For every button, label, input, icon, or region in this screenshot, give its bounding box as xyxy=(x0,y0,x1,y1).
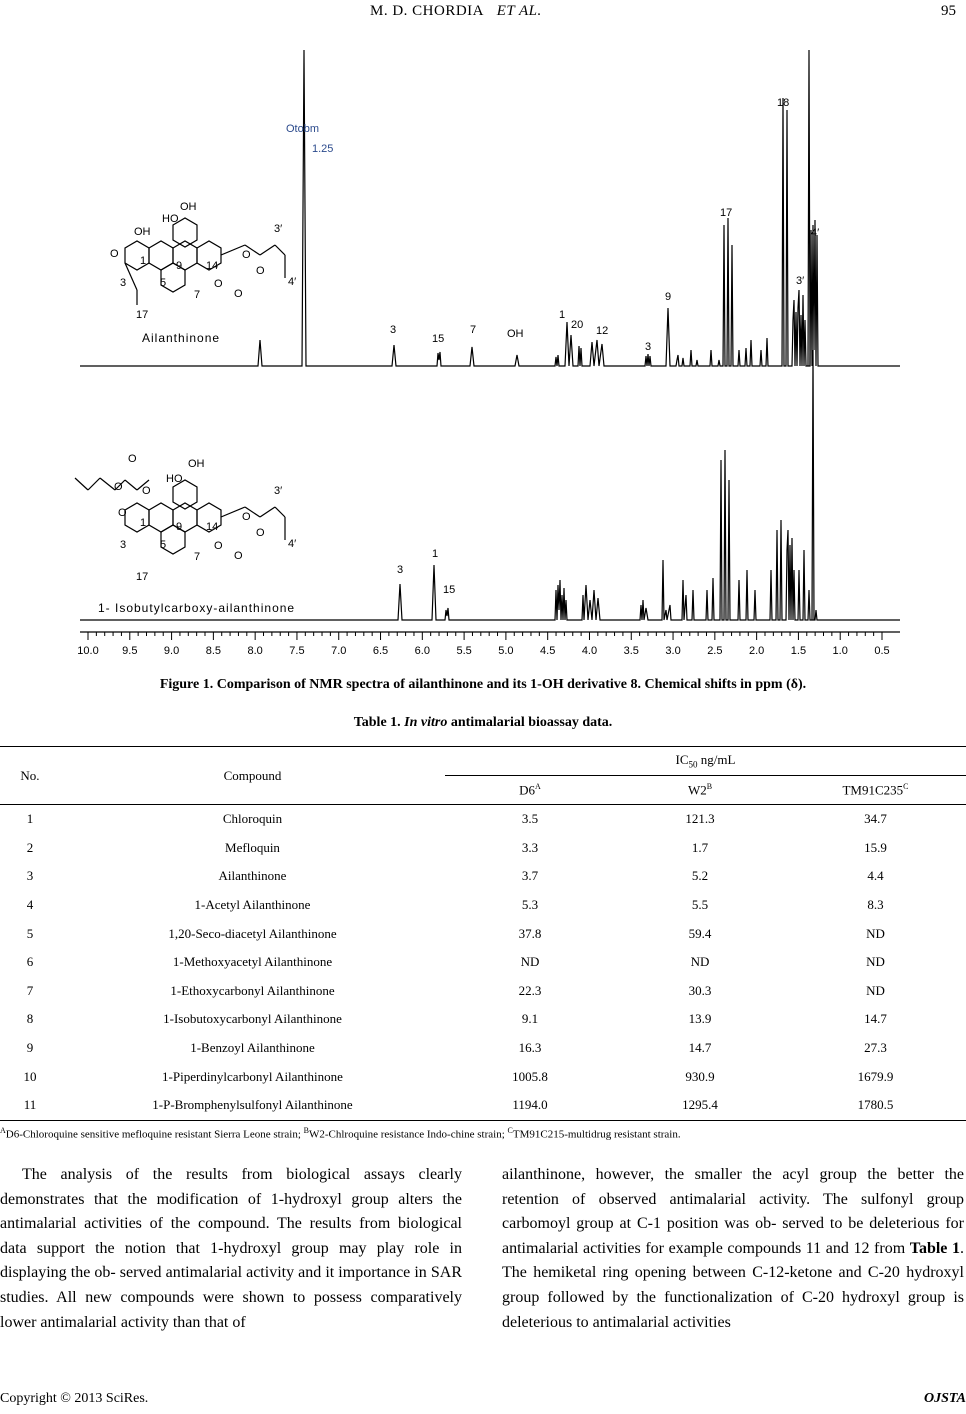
atom-label: 3 xyxy=(120,539,127,551)
peak-label-bottom: 3 xyxy=(397,564,404,576)
cell-w2: 5.2 xyxy=(691,868,709,884)
cell-compound: 1-Acetyl Ailanthinone xyxy=(194,897,311,913)
axis-tick-label: 6.5 xyxy=(372,645,389,657)
ic50-label: IC xyxy=(675,752,689,768)
atom-label: OH xyxy=(134,226,151,238)
footer-journal: OJSTA xyxy=(923,1391,966,1406)
cell-no: 3 xyxy=(26,868,34,884)
axis-tick-label: 0.5 xyxy=(874,645,890,657)
cell-compound: Mefloquin xyxy=(225,839,280,855)
table-caption-suffix: antimalarial bioassay data. xyxy=(450,715,613,730)
figure-caption: Figure 1. Comparison of NMR spectra of ailanthinone and its 1-OH derivative 8. Chemical shifts in ppm (δ). xyxy=(159,677,807,692)
axis-tick-label: 5.5 xyxy=(456,645,472,657)
axis-tick-label: 8.5 xyxy=(205,645,222,657)
cell-d6: 3.5 xyxy=(521,811,539,827)
cell-tm: 1780.5 xyxy=(857,1097,894,1113)
table-row xyxy=(0,834,966,863)
cell-tm: 15.9 xyxy=(864,839,887,855)
axis-tick-label: 7.0 xyxy=(331,645,347,657)
axis-tick-label: 5.0 xyxy=(498,645,514,657)
cell-w2: 1295.4 xyxy=(682,1097,718,1113)
axis-tick-label: 2.5 xyxy=(707,645,723,657)
cell-compound: 1-Benzoyl Ailanthinone xyxy=(190,1040,315,1056)
atom-label: 14 xyxy=(206,260,219,272)
peak-label-top: 9 xyxy=(665,291,672,303)
cell-tm: ND xyxy=(866,954,885,970)
cell-w2: 1.7 xyxy=(691,839,709,855)
cell-no: 1 xyxy=(26,811,34,827)
atom-label: O xyxy=(128,453,137,465)
compound-name-top: Ailanthinone xyxy=(142,331,221,345)
atom-label: 3′ xyxy=(274,223,283,235)
col-header-no: No. xyxy=(0,747,60,805)
peak-label-top: OH xyxy=(507,328,524,340)
cell-d6: 9.1 xyxy=(521,1011,539,1027)
cell-w2: 59.4 xyxy=(688,925,712,941)
axis-ticks xyxy=(88,632,882,640)
atom-label: 9 xyxy=(176,260,183,272)
cell-d6: 3.3 xyxy=(521,839,539,855)
cell-no: 2 xyxy=(26,839,34,855)
table-row xyxy=(0,948,966,977)
atom-label: O xyxy=(118,507,127,519)
axis-tick-label: 8.0 xyxy=(247,645,263,657)
atom-label: O xyxy=(242,249,251,261)
axis-tick-label: 9.5 xyxy=(122,645,138,657)
cell-tm: 8.3 xyxy=(867,897,884,913)
cell-w2: 121.3 xyxy=(685,811,715,827)
fn-a-text: D6-Chloroquine sensitive mefloquine resistant Sierra Leone strain; xyxy=(5,1128,304,1141)
col-header-w2 xyxy=(615,776,785,805)
axis-tick-label: 2.0 xyxy=(748,645,765,657)
cell-compound: 1-Methoxyacetyl Ailanthinone xyxy=(172,954,333,970)
col-header-ic50 xyxy=(445,747,966,776)
peak-label-bottom: 15 xyxy=(443,584,456,596)
peak-label-top: 3 xyxy=(390,324,397,336)
cell-w2: ND xyxy=(690,954,710,970)
cell-no: 5 xyxy=(26,925,34,941)
atom-label: 14 xyxy=(206,521,219,533)
atom-label: O xyxy=(234,550,243,562)
atom-label: O xyxy=(256,527,265,539)
cell-compound: 1,20-Seco-diacetyl Ailanthinone xyxy=(168,925,337,941)
structure-isobutylcarboxy xyxy=(75,478,285,554)
col-header-compound: Compound xyxy=(60,747,445,805)
table-caption-prefix: Table 1. xyxy=(353,715,401,730)
running-head-authors xyxy=(370,3,542,20)
atom-label: O xyxy=(214,540,223,552)
cell-d6: ND xyxy=(520,954,540,970)
body-paragraph-right xyxy=(502,1163,964,1335)
spectrum-bottom-ref-peak xyxy=(812,350,814,620)
atom-label: 7 xyxy=(194,289,201,301)
w2-sup: B xyxy=(706,781,713,791)
peak-label-top: 7 xyxy=(470,324,477,336)
atom-label: 3′ xyxy=(274,485,283,497)
atom-label: 7 xyxy=(194,551,201,563)
atom-label: HO xyxy=(162,213,179,225)
compound-name-bottom: 1- Isobutylcarboxy-ailanthinone xyxy=(98,601,296,615)
cell-compound: Ailanthinone xyxy=(218,868,287,884)
body-column-left xyxy=(0,1163,462,1335)
atom-label: O xyxy=(110,248,119,260)
cell-d6: 22.3 xyxy=(518,982,542,998)
running-header xyxy=(0,0,966,30)
table-row xyxy=(0,1091,966,1120)
nmr-figure xyxy=(70,50,910,670)
axis-tick-label: 3.0 xyxy=(665,645,681,657)
atom-label: OH xyxy=(188,458,205,470)
cell-d6: 1194.0 xyxy=(512,1097,548,1113)
cell-tm: 14.7 xyxy=(864,1011,887,1027)
d6-sup: A xyxy=(535,781,541,791)
peak-label-top: 17 xyxy=(720,207,733,219)
fn-a-sup: A xyxy=(0,1126,6,1135)
cell-tm: ND xyxy=(866,982,885,998)
table-row xyxy=(0,919,966,948)
cell-compound: 1-Ethoxycarbonyl Ailanthinone xyxy=(170,982,335,998)
table-header-row xyxy=(0,747,966,776)
atom-label: 4′ xyxy=(288,538,297,550)
atom-label: 1 xyxy=(140,255,147,267)
cell-d6: 1005.8 xyxy=(512,1068,548,1084)
atom-label: O xyxy=(242,511,251,523)
atom-label: OH xyxy=(180,201,197,213)
cell-no: 4 xyxy=(26,897,34,913)
atom-label: 1 xyxy=(140,517,147,529)
cell-w2: 30.3 xyxy=(688,982,712,998)
peak-label-bottom: 1 xyxy=(432,548,439,560)
ref-value: 1.25 xyxy=(312,143,334,155)
cell-no: 7 xyxy=(26,982,34,998)
axis-tick-label: 4.0 xyxy=(581,645,598,657)
cell-d6: 16.3 xyxy=(518,1040,542,1056)
cell-w2: 5.5 xyxy=(691,897,709,913)
peak-label-top: 3 xyxy=(645,341,652,353)
cell-tm: 1679.9 xyxy=(857,1068,894,1084)
cell-w2: 13.9 xyxy=(688,1011,712,1027)
w2-name: W2 xyxy=(687,782,707,798)
table-caption-italic: In vitro xyxy=(404,715,448,730)
ref-label: Otobm xyxy=(286,123,320,135)
cell-d6: 5.3 xyxy=(521,897,539,913)
author-name: M. D. CHORDIA xyxy=(370,3,485,19)
cell-compound: 1-Isobutoxycarbonyl Ailanthinone xyxy=(163,1011,342,1027)
atom-label: 17 xyxy=(136,309,149,321)
table-row xyxy=(0,891,966,920)
atom-label: O xyxy=(234,288,243,300)
peak-label-top: 15 xyxy=(432,333,445,345)
atom-label: 4′ xyxy=(288,276,297,288)
axis-tick-label: 9.0 xyxy=(163,645,180,657)
structure-top-labels xyxy=(110,201,296,321)
axis-tick-label: 1.5 xyxy=(790,645,807,657)
table-row xyxy=(0,862,966,891)
body-right-part2: . The hemiketal ring opening between C-12-ketone and C-20 hydroxyl group followed by the functionalization of C-20 hydroxyl group is deleterious to antimalarial activities xyxy=(502,1239,964,1331)
cell-no: 11 xyxy=(23,1097,37,1113)
axis-tick-labels xyxy=(77,645,889,657)
atom-label: O xyxy=(214,278,223,290)
peak-label-top: 20 xyxy=(571,319,584,331)
table-reference: Table 1 xyxy=(909,1239,960,1257)
table-row xyxy=(0,805,966,834)
bioassay-table xyxy=(0,746,966,1121)
peak-label-top: 4′ xyxy=(811,227,820,239)
cell-tm: 4.4 xyxy=(867,868,884,884)
cell-d6: 3.7 xyxy=(521,868,539,884)
peak-label-top: 12 xyxy=(596,325,609,337)
atom-label: 5 xyxy=(160,539,167,551)
cell-tm: 34.7 xyxy=(864,811,887,827)
atom-label: O xyxy=(142,485,151,497)
table-body xyxy=(0,805,966,1121)
fn-c-text: TM91C215-multidrug resistant strain. xyxy=(512,1128,681,1141)
axis-tick-label: 4.5 xyxy=(540,645,556,657)
cell-tm: 27.3 xyxy=(864,1040,887,1056)
atom-label: O xyxy=(114,481,123,493)
atom-label: HO xyxy=(166,473,183,485)
cell-no: 6 xyxy=(26,954,34,970)
axis-tick-label: 1.0 xyxy=(832,645,848,657)
page-number: 95 xyxy=(941,3,956,19)
cell-compound: 1-P-Bromphenylsulfonyl Ailanthinone xyxy=(152,1097,353,1113)
spectrum-bottom-peak-labels xyxy=(397,548,455,596)
cell-d6: 37.8 xyxy=(518,925,542,941)
cell-w2: 14.7 xyxy=(688,1040,712,1056)
spectrum-bottom xyxy=(80,350,900,620)
col-header-tm xyxy=(785,776,966,805)
table-row xyxy=(0,1062,966,1091)
table-caption xyxy=(0,715,966,731)
body-paragraph-left: The analysis of the results from biological assays clearly demonstrates that the modification of 1-hydroxyl group alters the antimalarial activities of the compound. The results from biological data support the notion that 1-hydroxyl group may play role in displaying the ob- served antimalarial activity and it importance in SAR studies. All new compounds were shown to possess comparatively lower antimalarial activity than that of xyxy=(0,1166,462,1331)
spectrum-top-peak-labels xyxy=(390,97,819,353)
d6-name: D6 xyxy=(519,782,536,798)
body-right-part1: ailanthinone, however, the smaller the acyl group the better the retention of observed antimalarial activity. The sulfonyl group carbomoyl group at C-1 position was ob- served to be deleterious for antimalarial activities for example compounds 11 and 12 from xyxy=(502,1166,964,1257)
ppm-axis xyxy=(77,632,900,657)
cell-w2: 930.9 xyxy=(685,1068,715,1084)
axis-tick-label: 3.5 xyxy=(623,645,639,657)
atom-label: 17 xyxy=(136,571,149,583)
peak-label-top: 18 xyxy=(777,97,790,109)
axis-tick-label: 10.0 xyxy=(77,645,99,657)
table-row xyxy=(0,1034,966,1063)
col-header-d6 xyxy=(445,776,615,805)
tm-sup: C xyxy=(903,781,909,791)
cell-no: 9 xyxy=(26,1040,34,1056)
ic50-sub: 50 xyxy=(688,759,698,770)
cell-compound: 1-Piperdinylcarbonyl Ailanthinone xyxy=(162,1068,343,1084)
atom-label: 5 xyxy=(160,277,167,289)
ic50-unit: ng/mL xyxy=(700,752,736,768)
table-footnote xyxy=(0,1126,966,1141)
table-row xyxy=(0,977,966,1006)
cell-no: 8 xyxy=(26,1011,34,1027)
atom-label: 3 xyxy=(120,277,127,289)
tm-name: TM91C235 xyxy=(842,782,904,798)
spectrum-top-ref-peak xyxy=(808,50,810,366)
fn-b-text: W2-Chlroquine resistance Indo-chine strain; xyxy=(308,1128,508,1141)
cell-compound: Chloroquin xyxy=(222,811,283,827)
fn-c-sup: C xyxy=(507,1126,513,1135)
et-al: ET AL. xyxy=(496,3,542,19)
peak-label-top: 3′ xyxy=(796,275,805,287)
spectrum-bottom-trace xyxy=(80,450,900,620)
axis-tick-label: 6.0 xyxy=(414,645,430,657)
atom-label: O xyxy=(256,265,265,277)
footer-copyright: Copyright © 2013 SciRes. xyxy=(0,1391,149,1406)
cell-tm: ND xyxy=(866,925,885,941)
fn-b-sup: B xyxy=(303,1126,309,1135)
cell-no: 10 xyxy=(23,1068,37,1084)
table-row xyxy=(0,1005,966,1034)
atom-label: 9 xyxy=(176,521,183,533)
peak-label-top: 1 xyxy=(559,309,566,321)
axis-tick-label: 7.5 xyxy=(289,645,305,657)
structure-bottom-labels xyxy=(114,453,296,583)
body-column-right xyxy=(502,1163,964,1335)
